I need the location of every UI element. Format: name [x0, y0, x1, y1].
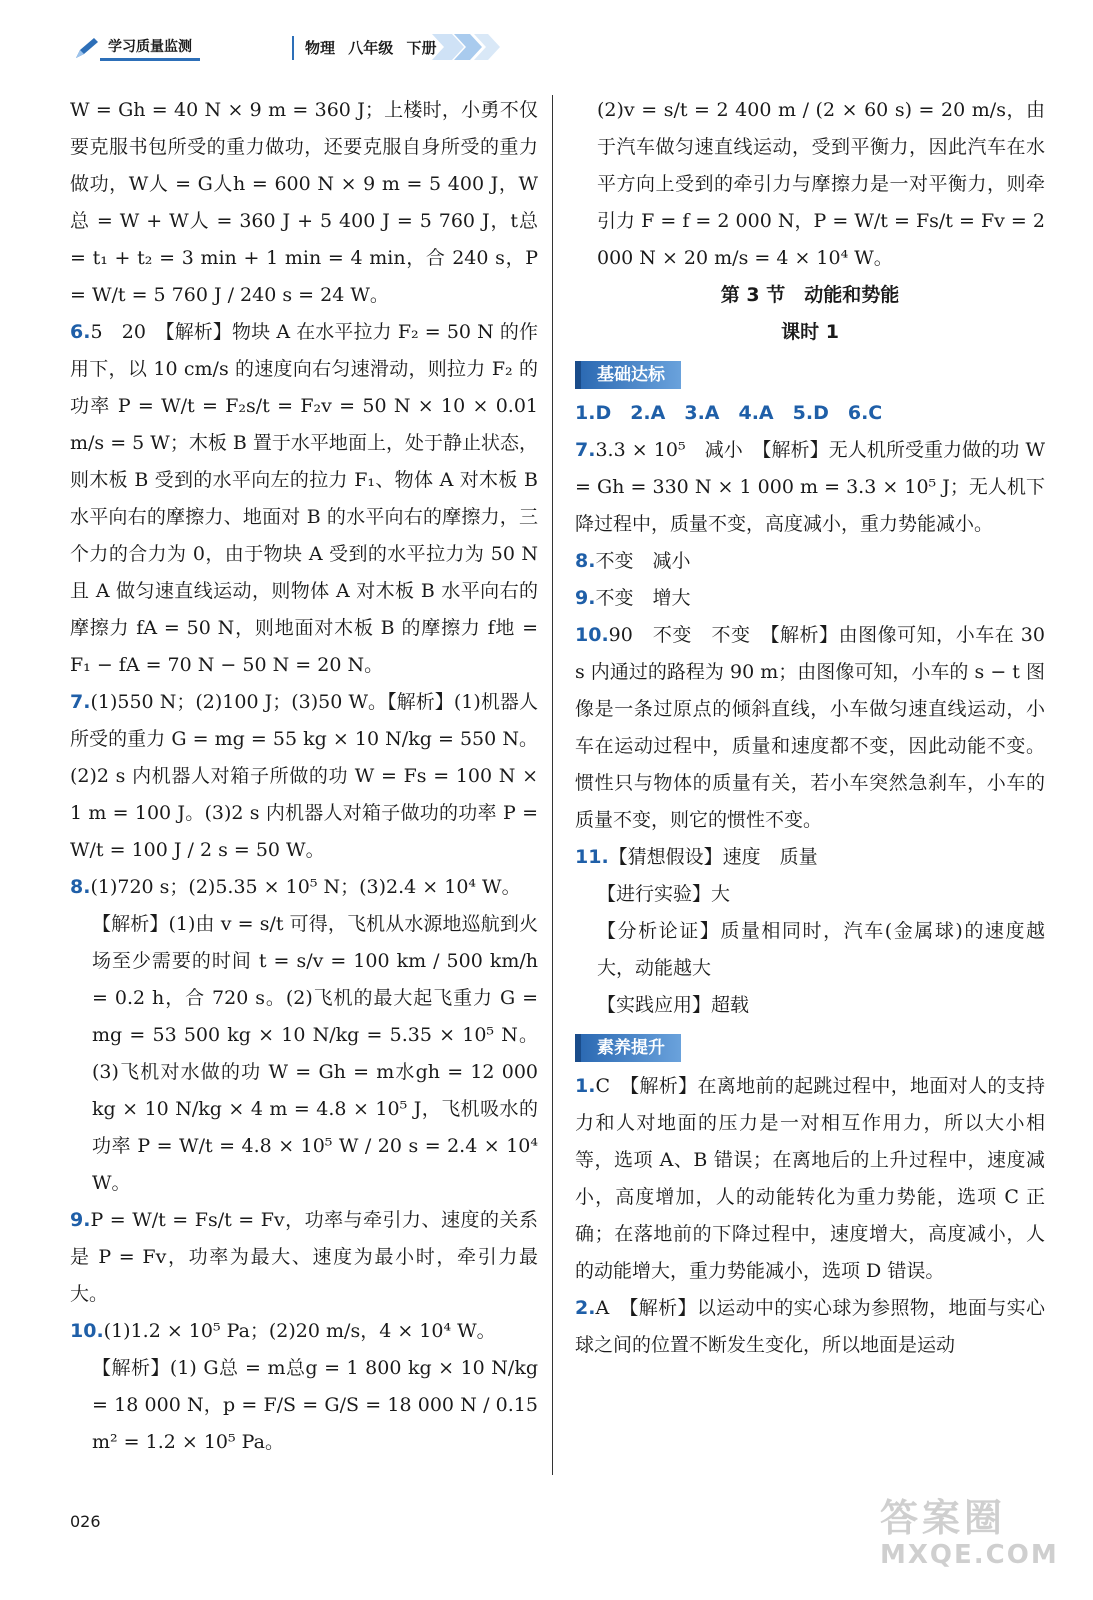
basic-answer-7: 7.3.3 × 10⁵ 减小 【解析】无人机所受重力做的功 W = Gh = 330 N × 1 000 m = 3.3 × 10⁵ J；无人机下降过程中，质量不变，高度减小，重力势能减小。 [575, 439, 1045, 535]
answer-5-continued: W = Gh = 40 N × 9 m = 360 J；上楼时，小勇不仅要克服书包所受的重力做功，还要克服自身所受的重力做功，W人 = G人h = 600 N × 9 m = 5 400 J，W总 = W + W人 = 360 J + 5 400 J = 5 760 J，t总 = t₁ + t₂ = 3 min + 1 min = 4 min，合 240 s，P = W/t = 5 760 J / 240 s = 24 W。 [70, 99, 538, 306]
answer-8: 8.(1)720 s；(2)5.35 × 10⁵ N；(3)2.4 × 10⁴ W。 [70, 876, 521, 898]
answer-10-part2: (2)v = s/t = 2 400 m / (2 × 60 s) = 20 m/s，由于汽车做匀速直线运动，受到平衡力，因此汽车在水平方向上受到的牵引力与摩擦力是一对平衡力，则牵引力 F = f = 2 000 N，P = W/t = Fs/t = Fv = 2 000 N × 20 m/s = 4 × 10⁴ W。 [597, 99, 1045, 269]
basic-answer-9: 9.不变 增大 [575, 587, 691, 609]
header-divider [292, 36, 294, 60]
basic-answer-11: 11.【猜想假设】速度 质量 [575, 846, 818, 868]
basic-answer-11-analysis: 【分析论证】质量相同时，汽车(金属球)的速度越大，动能越大 [597, 920, 1045, 979]
advanced-answer-2: 2.A 【解析】以运动中的实心球为参照物，地面与实心球之间的位置不断发生变化，所以地面是运动 [575, 1297, 1045, 1356]
page-number: 026 [70, 1512, 101, 1531]
right-column [575, 92, 1045, 1364]
watermark-logo [880, 1496, 1059, 1570]
answer-6: 6.5 20 【解析】物块 A 在水平拉力 F₂ = 50 N 的作用下，以 10 cm/s 的速度向右匀速滑动，则拉力 F₂ 的功率 P = W/t = F₂s/t = F₂v = 50 N × 10 × 0.01 m/s = 5 W；木板 B 置于水平地面上，处于静止状态，则木板 B 受到的水平向左的拉力 F₁、物体 A 对木板 B 水平向右的摩擦力、地面对 B 的水平向右的摩擦力，三个力的合力为 0，由于物块 A 受到的水平拉力为 50 N 且 A 做匀速直线运动，则物体 A 对木板 B 水平向右的摩擦力 fA = 50 N，则地面对木板 B 的摩擦力 f地 = F₁ − fA = 70 N − 50 N = 20 N。 [70, 321, 538, 676]
basic-answer-11-experiment: 【进行实验】大 [597, 883, 731, 905]
answer-8-analysis: 【解析】(1)由 v = s/t 可得，飞机从水源地巡航到火场至少需要的时间 t = s/v = 100 km / 500 km/h = 0.2 h，合 720 s。(2)飞机的最大起飞重力 G = mg = 53 500 kg × 10 N/kg = 5.35 × 10⁵ N。(3)飞机对水做的功 W = Gh = m水gh = 12 000 kg × 10 N/kg × 4 m = 4.8 × 10⁵ J，飞机吸水的功率 P = W/t = 4.8 × 10⁵ W / 20 s = 2.4 × 10⁴ W。 [92, 913, 538, 1194]
chevron-decoration-icon [430, 32, 510, 62]
section-title: 第 3 节 动能和势能 [720, 284, 900, 306]
basic-answer-11-application: 【实践应用】超载 [597, 994, 750, 1016]
column-divider [552, 95, 553, 1475]
answer-9: 9.P = W/t = Fs/t = Fv，功率与牵引力、速度的关系是 P = Fv，功率为最大、速度为最小时，牵引力最大。 [70, 1209, 538, 1305]
answer-7: 7.(1)550 N；(2)100 J；(3)50 W。【解析】(1)机器人所受的重力 G = mg = 55 kg × 10 N/kg = 550 N。(2)2 s 内机器人对箱子所做的功 W = Fs = 100 N × 1 m = 100 J。(3)2 s 内机器人对箱子做功的功率 P = W/t = 100 J / 2 s = 50 W。 [70, 691, 538, 861]
page-header [70, 30, 510, 64]
basic-practice-banner: 基础达标 [575, 361, 681, 389]
pen-icon [74, 36, 100, 60]
answer-10: 10.(1)1.2 × 10⁵ Pa；(2)20 m/s，4 × 10⁴ W。 [70, 1320, 496, 1342]
advanced-answer-1: 1.C 【解析】在离地前的起跳过程中，地面对人的支持力和人对地面的压力是一对相互作用力，所以大小相等，选项 A、B 错误；在离地后的上升过程中，速度减小，高度增加，人的动能转化为重力势能，选项 C 正确；在落地前的下降过程中，速度增大，高度减小，人的动能增大，重力势能减小，选项 D 错误。 [575, 1075, 1045, 1282]
watermark-line-2: MXQE.COM [880, 1540, 1059, 1570]
watermark-line-1: 答案圈 [880, 1496, 1007, 1540]
lesson-title: 课时 1 [781, 321, 839, 343]
book-title: 物理 八年级 下册 [305, 39, 437, 57]
answer-10-analysis: 【解析】(1) G总 = m总g = 1 800 kg × 10 N/kg = 18 000 N，p = F/S = G/S = 18 000 N / 0.15 m² = 1.2 × 10⁵ Pa。 [92, 1357, 538, 1453]
basic-answer-10: 10.90 不变 不变 【解析】由图像可知，小车在 30 s 内通过的路程为 90 m；由图像可知，小车的 s − t 图像是一条过原点的倾斜直线，小车做匀速直线运动，小车在运动过程中，质量和速度都不变，因此动能不变。惯性只与物体的质量有关，若小车突然急刹车，小车的质量不变，则它的惯性不变。 [575, 624, 1045, 831]
series-title: 学习质量监测 [100, 36, 200, 61]
left-column [70, 92, 538, 1461]
basic-answer-8: 8.不变 减小 [575, 550, 691, 572]
multiple-choice-answers: 1.D 2.A 3.A 4.A 5.D 6.C [575, 402, 883, 424]
advanced-practice-banner: 素养提升 [575, 1034, 681, 1062]
